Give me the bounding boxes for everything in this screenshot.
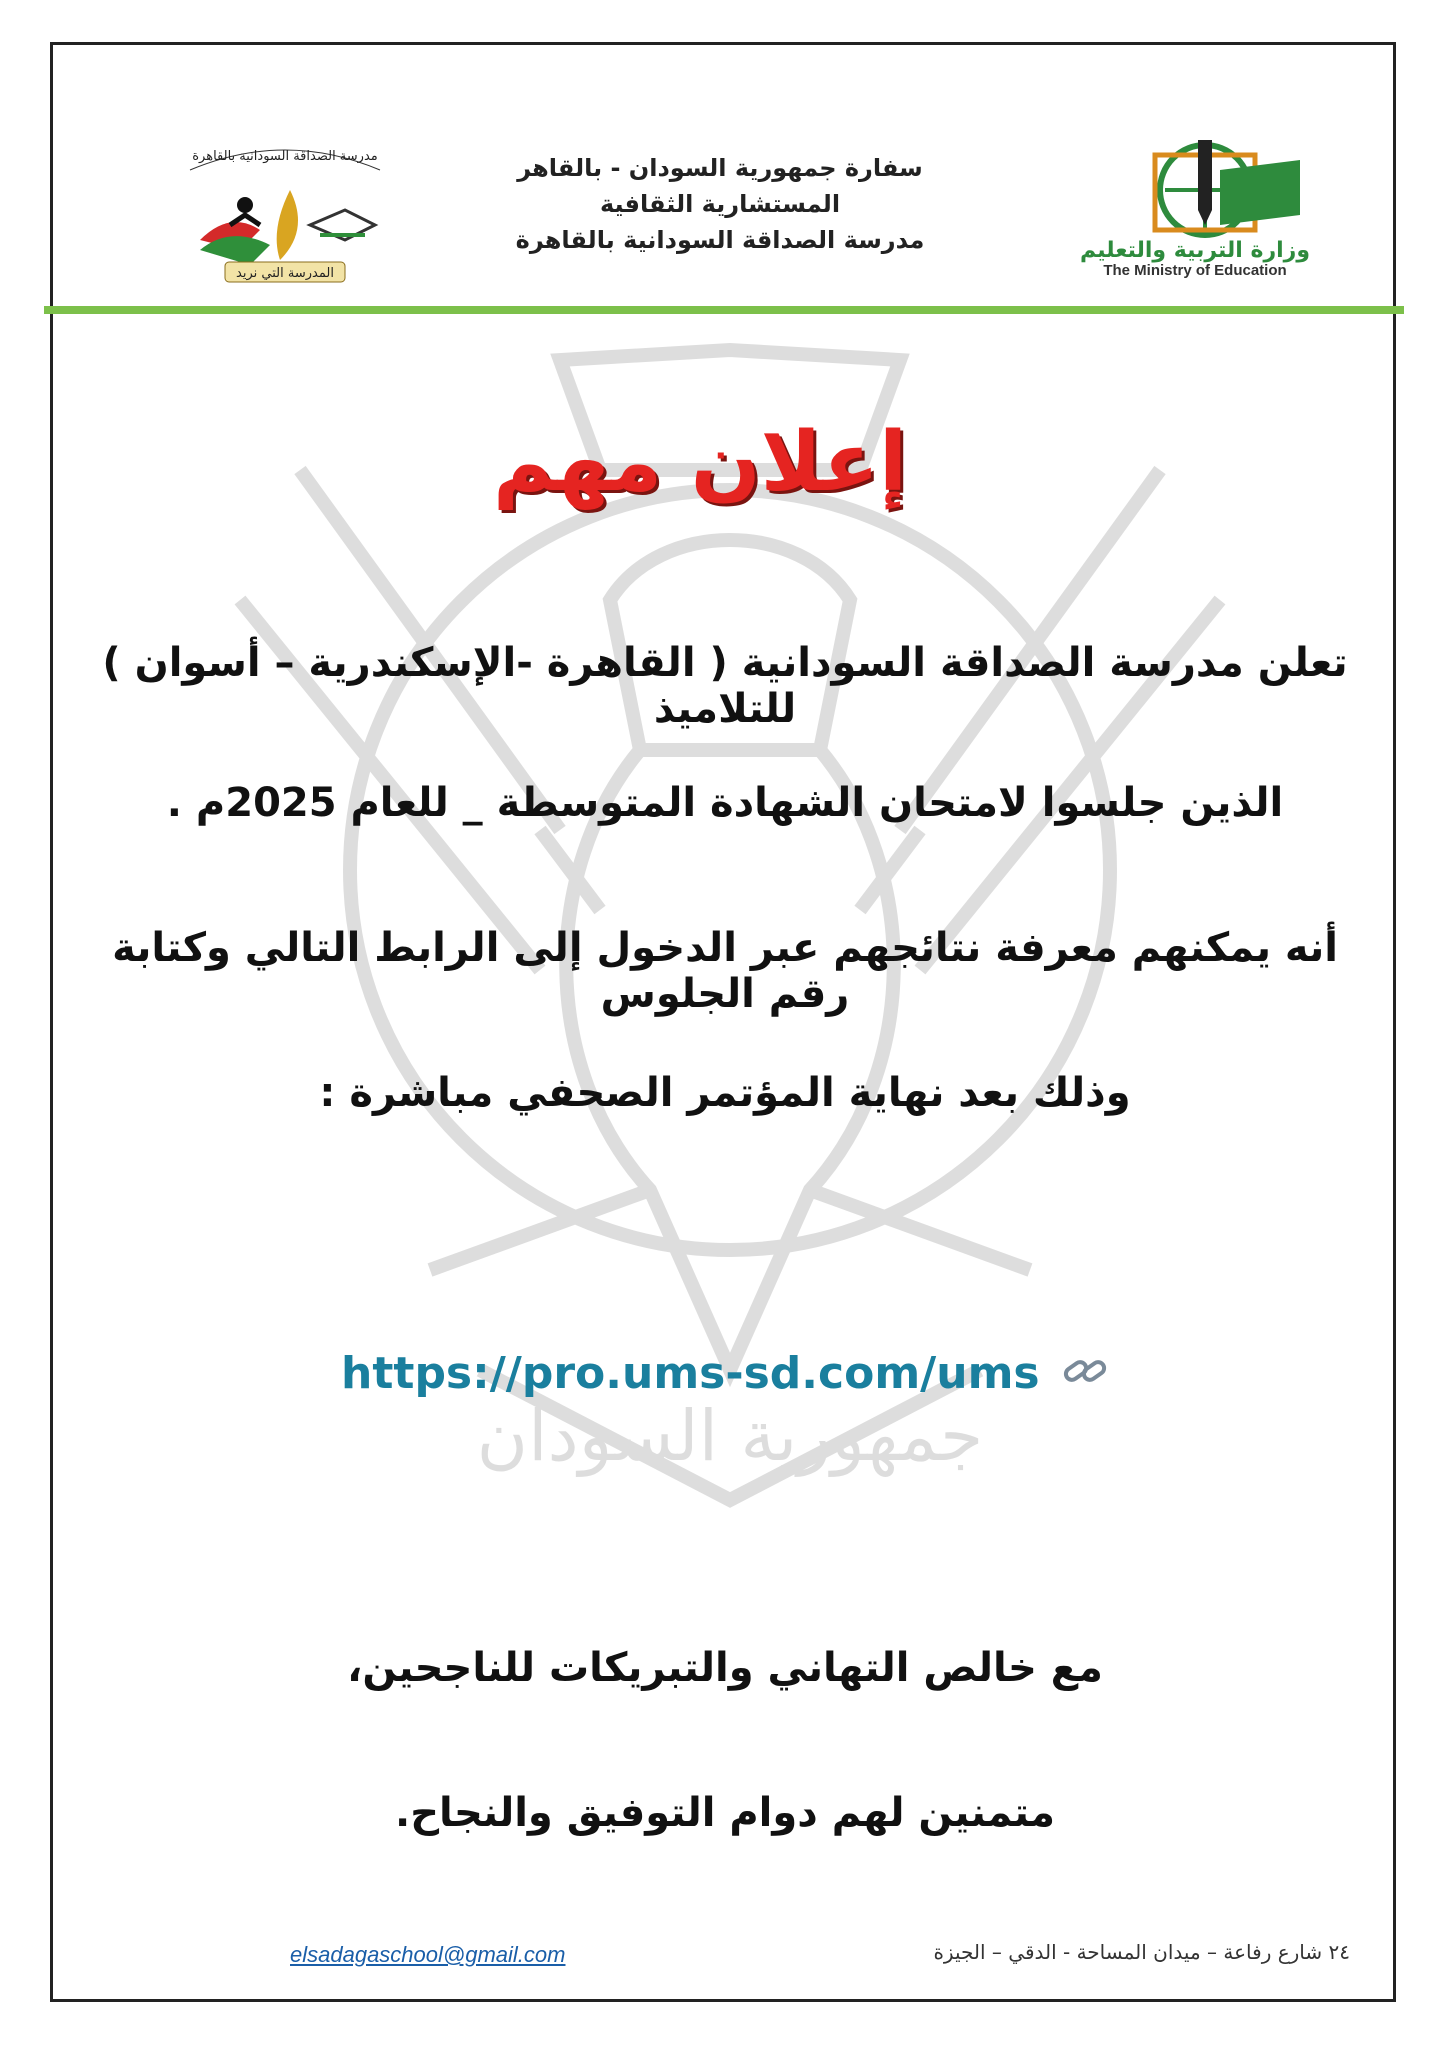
- footer-address: ٢٤ شارع رفاعة – ميدان المساحة - الدقي – الجيزة: [933, 1940, 1350, 1964]
- footer-email[interactable]: elsadagaschool@gmail.com: [290, 1942, 566, 1967]
- ministry-name-arabic: وزارة التربية والتعليم: [1080, 238, 1310, 263]
- watermark-text: جمهورية السودان: [476, 1395, 984, 1477]
- announcement-paragraph-2: الذين جلسوا لامتحان الشهادة المتوسطة _ للعام 2025م .: [166, 780, 1284, 826]
- header-line-embassy: سفارة جمهورية السودان - بالقاهر: [517, 154, 923, 182]
- header-block: [440, 150, 1000, 258]
- announcement-title: إعلان مهم: [492, 415, 908, 510]
- wishes-line: متمنين لهم دوام التوفيق والنجاح.: [395, 1790, 1055, 1836]
- school-logo-text: مدرسة الصداقة السودانية بالقاهرة: [192, 149, 378, 164]
- header-line-cultural: المستشارية الثقافية: [599, 190, 841, 218]
- school-logo-motto: المدرسة التي نريد: [236, 266, 334, 281]
- announcement-paragraph-3: أنه يمكنهم معرفة نتائجهم عبر الدخول إلى الرابط التالي وكتابة رقم الجلوس: [112, 925, 1338, 1017]
- ministry-name-english: The Ministry of Education: [1103, 262, 1287, 279]
- results-link[interactable]: https://pro.ums-sd.com/ums: [341, 1348, 1040, 1399]
- link-chain-icon: [1061, 1351, 1109, 1402]
- congratulations-line: مع خالص التهاني والتبريكات للناجحين،: [347, 1645, 1103, 1691]
- results-link-row: [300, 1348, 1150, 1402]
- school-logo: [170, 130, 400, 290]
- header-line-school: مدرسة الصداقة السودانية بالقاهرة: [515, 226, 925, 254]
- announcement-paragraph-1: تعلن مدرسة الصداقة السودانية ( القاهرة -الإسكندرية – أسوان ) للتلاميذ: [102, 640, 1348, 732]
- header-divider: [44, 306, 1404, 314]
- announcement-paragraph-4: وذلك بعد نهاية المؤتمر الصحفي مباشرة :: [319, 1070, 1131, 1116]
